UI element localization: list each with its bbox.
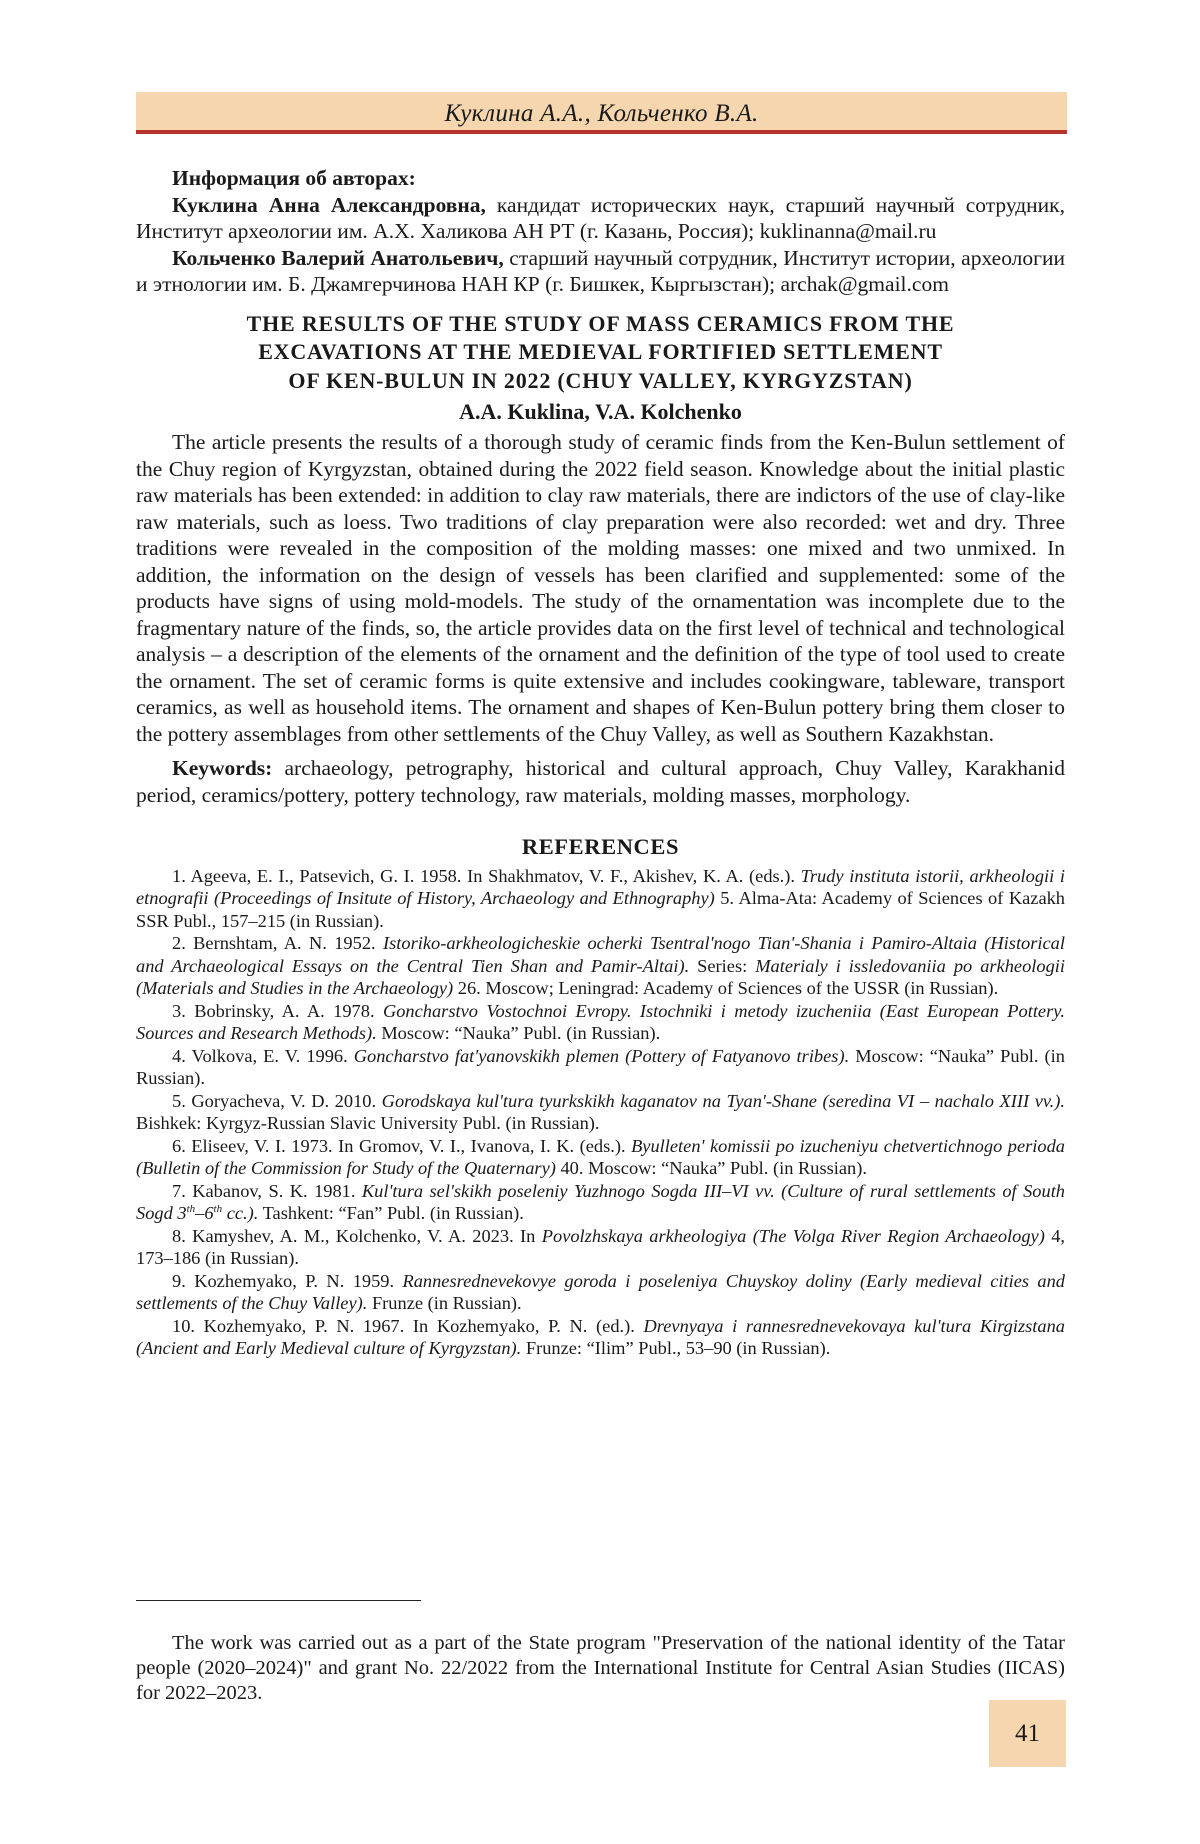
author2-info bbox=[136, 245, 1065, 298]
article-title bbox=[136, 310, 1065, 396]
references-heading: REFERENCES bbox=[521, 834, 680, 859]
running-title: Куклина А.А., Кольченко В.А. bbox=[444, 100, 759, 127]
article-title-line1: THE RESULTS OF THE STUDY OF MASS CERAMICS FROM THE bbox=[246, 310, 955, 336]
abstract: The article presents the results of a thorough study of ceramic finds from the Ken-Bulun settlement of the Chuy region of Kyrgyzstan, obtained during the 2022 field season. Knowledge about the initial plastic raw materials has been extended: in addition to clay raw materials, there are indictors of the use of clay-like raw materials, such as loess. Two traditions of clay preparation were also recorded: wet and dry. Three traditions were revealed in the composition of the molding masses: one mixed and two unmixed. In addition, the information on the design of vessels has been clarified and supplemented: some of the products have signs of using mold-models. The study of the ornamentation was incomplete due to the fragmentary nature of the finds, so, the article provides data on the first level of technical and technological analysis – a description of the elements of the ornament and the definition of the type of tool used to create the ornament. The set of ceramic forms is quite extensive and includes cookingware, tableware, transport ceramics, as well as household items. The ornament and shapes of Ken-Bulun pottery bring them closer to the pottery assemblages from other settlements of the Chuy Valley, as well as Southern Kazakhstan. bbox=[136, 430, 1065, 746]
footnote: The work was carried out as a part of the State program "Preservation of the national identity of the Tatar people (2020–2024)" and grant No. 22/2022 from the International Institute for Central Asian Studies (IICAS) for 2022–2023. bbox=[136, 1631, 1065, 1704]
author1-details: кандидат исторических наук, старший научный сотрудник, Институт археологии им. А.Х. Халикова АН РТ (г. Казань, Россия); kuklinanna@mail.ru bbox=[136, 192, 1065, 243]
article-title-line3: OF KEN-BULUN IN 2022 (CHUY VALLEY, KYRGYZSTAN) bbox=[288, 367, 913, 393]
reference-item: 10. Kozhemyako, P. N. 1967. In Kozhemyako, P. N. (ed.). Drevnyaya i rannesrednevekovaya kul'tura Kirgizstana (Ancient and Early Medieval culture of Kyrgyzstan). Frunze: “Ilim” Publ., 53–90 (in Russian). bbox=[136, 1315, 1066, 1358]
page-number-box bbox=[989, 1700, 1066, 1767]
page-content bbox=[136, 165, 1065, 1360]
author2-name: Кольченко Валерий Анатольевич, bbox=[172, 245, 504, 270]
keywords-text: archaeology, petrography, historical and cultural approach, Chuy Valley, Karakhanid period, ceramics/pottery, pottery technology, raw materials, molding masses, morphology. bbox=[136, 756, 1065, 807]
reference-item: 3. Bobrinsky, A. A. 1978. Goncharstvo Vostochnoi Evropy. Istochniki i metody izucheniia (East European Pottery. Sources and Research Methods). Moscow: “Nauka” Publ. (in Russian). bbox=[136, 1000, 1065, 1043]
keywords-label: Keywords: bbox=[172, 756, 273, 780]
reference-item: 2. Bernshtam, A. N. 1952. Istoriko-arkheologicheskie ocherki Tsentral'nogo Tian'-Shania i Pamiro-Altaia (Historical and Archaeological Essays on the Central Tien Shan and Pamir-Altai). Series: Materialy i issledovaniia po arkheologii (Materials and Studies in the Archaeology) 26. Moscow; Leningrad: Academy of Sciences of the USSR (in Russian). bbox=[136, 933, 1065, 998]
keywords bbox=[136, 755, 1065, 808]
reference-item: 4. Volkova, E. V. 1996. Goncharstvo fat'yanovskikh plemen (Pottery of Fatyanovo tribes). Moscow: “Nauka” Publ. (in Russian). bbox=[136, 1045, 1065, 1088]
references-list bbox=[136, 865, 1065, 1360]
reference-item: 9. Kozhemyako, P. N. 1959. Rannesrednevekovye goroda i poseleniya Chuyskoy doliny (Early medieval cities and settlements of the Chuy Valley). Frunze (in Russian). bbox=[136, 1270, 1065, 1313]
reference-item: 8. Kamyshev, A. M., Kolchenko, V. A. 2023. In Povolzhskaya arkheologiya (The Volga River Region Archaeology) 4, 173–186 (in Russian). bbox=[136, 1225, 1066, 1268]
footnote-rule bbox=[136, 1600, 421, 1601]
article-title-line2: EXCAVATIONS AT THE MEDIEVAL FORTIFIED SETTLEMENT bbox=[258, 339, 943, 364]
page-number: 41 bbox=[1015, 1720, 1040, 1747]
author1-info bbox=[136, 192, 1065, 245]
author2-details: старший научный сотрудник, Институт истории, археологии и этнологии им. Б. Джамгерчинова НАН КР (г. Бишкек, Кыргызстан); archak@gmail.com bbox=[136, 245, 1065, 296]
author1-name: Куклина Анна Александровна, bbox=[172, 192, 486, 217]
authors-info-heading: Информация об авторах: bbox=[172, 166, 416, 190]
reference-item: 7. Kabanov, S. K. 1981. Kul'tura sel'skikh poseleniy Yuzhnogo Sogda III–VI vv. (Culture of rural settlements of South Sogd 3th–6th cc.). Tashkent: “Fan” Publ. (in Russian). bbox=[136, 1180, 1066, 1223]
reference-item: 6. Eliseev, V. I. 1973. In Gromov, V. I., Ivanova, I. K. (eds.). Byulleten' komissii po izucheniyu chetvertichnogo perioda (Bulletin of the Commission for Study of the Quaternary) 40. Moscow: “Nauka” Publ. (in Russian). bbox=[136, 1135, 1065, 1178]
article-authors: A.A. Kuklina, V.A. Kolchenko bbox=[459, 399, 742, 424]
reference-item: 5. Goryacheva, V. D. 2010. Gorodskaya kul'tura tyurkskikh kaganatov na Tyan'-Shane (seredina VI – nachalo XIII vv.). Bishkek: Kyrgyz-Russian Slavic University Publ. (in Russian). bbox=[136, 1090, 1065, 1133]
reference-item: 1. Ageeva, E. I., Patsevich, G. I. 1958. In Shakhmatov, V. F., Akishev, K. A. (eds.). Trudy instituta istorii, arkheologii i etnografii (Proceedings of Insitute of History, Archaeology and Ethnography) 5. Alma-Ata: Academy of Sciences of Kazakh SSR Publ., 157–215 (in Russian). bbox=[136, 865, 1066, 931]
running-header bbox=[136, 92, 1067, 134]
